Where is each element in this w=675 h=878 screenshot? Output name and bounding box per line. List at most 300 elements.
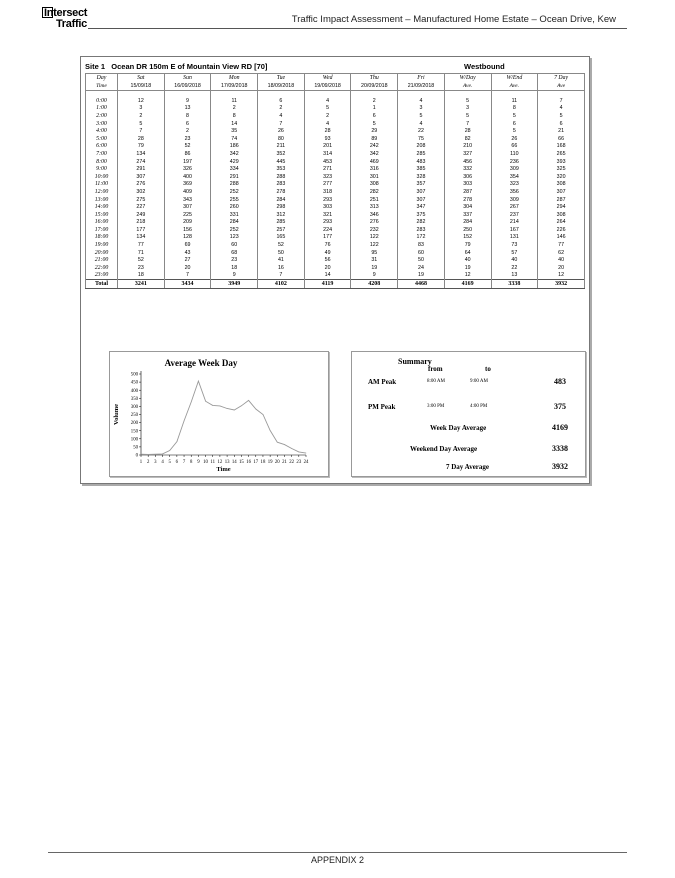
volume-cell: 456 [444,158,491,166]
total-cell: 3932 [538,280,585,289]
time-cell: 9:00 [86,166,118,174]
direction-label: Westbound [464,62,505,71]
volume-cell: 197 [164,158,211,166]
volume-cell: 80 [258,135,305,143]
volume-cell: 26 [491,135,538,143]
volume-cell: 79 [444,242,491,250]
x-tick-label: 1 [139,460,143,465]
x-tick-label: 21 [282,460,287,465]
volume-cell: 249 [118,211,165,219]
volume-cell: 86 [164,151,211,159]
volume-cell: 71 [118,249,165,257]
table-row [86,113,585,121]
volume-cell: 6 [258,98,305,106]
volume-cell: 265 [538,151,585,159]
logo-line1: Intersect [44,7,88,19]
volume-cell: 128 [164,234,211,242]
volume-cell: 224 [304,227,351,235]
data-point [169,450,170,451]
volume-cell: 28 [304,128,351,136]
volume-cell: 146 [538,234,585,242]
table-row [86,257,585,265]
volume-cell: 156 [164,227,211,235]
seven-day-average-value: 3932 [552,462,568,471]
volume-cell: 409 [164,189,211,197]
volume-cell: 274 [118,158,165,166]
date-header-cell: Ave. [491,82,538,91]
volume-cell: 4 [304,120,351,128]
volume-cell: 226 [538,227,585,235]
time-cell: 5:00 [86,135,118,143]
table-row [86,196,585,204]
volume-cell: 284 [258,196,305,204]
volume-cell: 5 [444,98,491,106]
volume-cell: 308 [538,211,585,219]
volume-cell: 5 [444,113,491,121]
x-tick-label: 8 [190,460,193,465]
volume-cell: 89 [351,135,398,143]
table-row [86,98,585,106]
chart-title: Average Week Day [164,358,238,368]
spacer-cell [351,91,398,98]
time-cell: 12:00 [86,189,118,197]
volume-cell: 9 [211,272,258,280]
spacer-cell [491,91,538,98]
volume-cell: 18 [211,265,258,273]
volume-cell: 134 [118,234,165,242]
volume-cell: 168 [538,143,585,151]
volume-cell: 74 [211,135,258,143]
x-tick-label: 13 [224,460,230,465]
volume-cell: 52 [258,242,305,250]
spacer-cell [398,91,445,98]
volume-cell: 22 [491,265,538,273]
data-point [148,454,149,455]
table-row [86,173,585,181]
volume-cell: 252 [211,227,258,235]
table-row [86,166,585,174]
volume-cell: 6 [491,120,538,128]
x-tick-label: 2 [146,460,150,465]
day-header-cell: Sun [164,74,211,83]
volume-cell: 75 [398,135,445,143]
x-tick-label: 7 [182,460,186,465]
table-row [86,181,585,189]
volume-cell: 186 [211,143,258,151]
table-row [86,234,585,242]
volume-cell: 354 [491,173,538,181]
volume-cell: 326 [164,166,211,174]
volume-cell: 22 [398,128,445,136]
time-cell: 18:00 [86,234,118,242]
day-header-cell: Fri [398,74,445,83]
day-header-cell: W/Day [444,74,491,83]
volume-cell: 346 [351,211,398,219]
day-header-cell: Day [86,74,118,83]
volume-cell: 227 [118,204,165,212]
volume-cell: 307 [398,189,445,197]
date-header-cell: 21/09/2018 [398,82,445,91]
seven-day-average-label: 7 Day Average [446,463,490,471]
pm-peak-label: PM Peak [368,403,396,411]
volume-cell: 5 [538,113,585,121]
y-tick-label: 0 [135,453,138,459]
volume-cell: 8 [211,113,258,121]
volume-cell: 16 [258,265,305,273]
volume-cell: 325 [538,166,585,174]
volume-cell: 49 [304,249,351,257]
day-header-cell: Tue [258,74,305,83]
volume-cell: 251 [351,196,398,204]
volume-cell: 165 [258,234,305,242]
data-point [298,452,299,453]
volume-cell: 177 [304,234,351,242]
volume-cell: 8 [491,105,538,113]
volume-cell: 18 [118,272,165,280]
table-row [86,211,585,219]
data-point [177,441,178,442]
logo-line2: Traffic [56,18,87,30]
volume-cell: 308 [538,181,585,189]
volume-cell: 277 [304,181,351,189]
volume-cell: 122 [351,234,398,242]
table-row [86,143,585,151]
volume-cell: 332 [444,166,491,174]
time-cell: 23:00 [86,272,118,280]
total-cell: 4468 [398,280,445,289]
volume-cell: 293 [304,196,351,204]
volume-cell: 334 [211,166,258,174]
volume-cell: 7 [258,120,305,128]
volume-cell: 393 [538,158,585,166]
volume-cell: 278 [258,189,305,197]
volume-cell: 342 [351,151,398,159]
spacer-cell [118,91,165,98]
volume-cell: 303 [444,181,491,189]
y-tick-label: 500 [130,372,138,378]
spacer-row [86,91,585,98]
data-point [227,408,228,409]
time-cell: 19:00 [86,242,118,250]
day-header-cell: Thu [351,74,398,83]
volume-cell: 250 [444,227,491,235]
x-tick-label: 24 [303,460,309,465]
date-header-cell: Time [86,82,118,91]
volume-cell: 131 [491,234,538,242]
volume-cell: 302 [118,189,165,197]
date-header-cell: 16/09/2018 [164,82,211,91]
volume-cell: 23 [118,265,165,273]
time-cell: 2:00 [86,113,118,121]
volume-cell: 308 [351,181,398,189]
am-peak-label: AM Peak [368,378,397,386]
x-tick-label: 6 [175,460,179,465]
day-header-cell: 7 Day [538,74,585,83]
volume-cell: 14 [304,272,351,280]
volume-cell: 28 [444,128,491,136]
volume-cell: 9 [351,272,398,280]
volume-cell: 5 [491,113,538,121]
data-point [234,410,235,411]
spacer-cell [538,91,585,98]
time-cell: 20:00 [86,249,118,257]
volume-cell: 95 [351,249,398,257]
volume-cell: 4 [258,113,305,121]
volume-cell: 41 [258,257,305,265]
volume-cell: 210 [444,143,491,151]
volume-cell: 201 [304,143,351,151]
x-tick-label: 11 [210,460,216,465]
volume-cell: 19 [398,272,445,280]
y-axis-title: Volume [113,403,120,426]
series-line [141,381,306,454]
table-row [86,204,585,212]
volume-cell: 5 [351,120,398,128]
volume-cell: 122 [351,242,398,250]
volume-cell: 11 [211,98,258,106]
volume-cell: 2 [258,105,305,113]
table-row [86,135,585,143]
volume-cell: 68 [211,249,258,257]
volume-cell: 342 [211,151,258,159]
volume-cell: 13 [164,105,211,113]
volume-cell: 167 [491,227,538,235]
time-cell: 8:00 [86,158,118,166]
data-point [263,414,264,415]
footer-rule [48,852,627,853]
date-header-cell: 15/09/18 [118,82,165,91]
volume-cell: 3 [444,105,491,113]
volume-cell: 352 [258,151,305,159]
volume-cell: 282 [398,219,445,227]
weekend-day-average-label: Weekend Day Average [410,445,478,453]
data-point [270,430,271,431]
total-cell: Total [86,280,118,289]
table-row [86,120,585,128]
weekend-day-average-value: 3338 [552,444,568,453]
volume-cell: 40 [491,257,538,265]
time-cell: 6:00 [86,143,118,151]
x-axis-title: Time [216,466,231,473]
volume-cell: 400 [164,173,211,181]
volume-cell: 4 [398,120,445,128]
volume-cell: 76 [304,242,351,250]
volume-cell: 5 [398,113,445,121]
volume-cell: 385 [398,166,445,174]
volume-cell: 445 [258,158,305,166]
volume-cell: 2 [118,113,165,121]
x-tick-label: 22 [289,460,295,465]
summary-panel [351,351,586,477]
site-label: Site 1 [85,62,106,71]
volume-cell: 218 [118,219,165,227]
table-row [86,219,585,227]
volume-cell: 26 [258,128,305,136]
volume-cell: 353 [258,166,305,174]
volume-cell: 23 [211,257,258,265]
data-point [291,448,292,449]
volume-cell: 20 [538,265,585,273]
am-peak-from: 8:00 AM [427,379,445,384]
volume-cell: 321 [304,211,351,219]
volume-cell: 309 [491,166,538,174]
chart-svg [110,352,330,478]
table-row [86,265,585,273]
volume-cell: 2 [304,113,351,121]
volume-cell: 283 [398,227,445,235]
volume-cell: 260 [211,204,258,212]
volume-cell: 264 [538,219,585,227]
data-point [212,405,213,406]
volume-cell: 327 [444,151,491,159]
volume-cell: 320 [538,173,585,181]
time-cell: 4:00 [86,128,118,136]
table-row [86,227,585,235]
volume-cell: 469 [351,158,398,166]
date-header-cell: 19/09/2018 [304,82,351,91]
volume-cell: 347 [398,204,445,212]
total-row [86,280,585,289]
volume-cell: 20 [304,265,351,273]
header-rule [88,28,627,29]
data-point [205,401,206,402]
y-tick-label: 150 [130,429,138,435]
time-cell: 21:00 [86,257,118,265]
volume-cell: 275 [118,196,165,204]
volume-cell: 79 [118,143,165,151]
volume-cell: 5 [491,128,538,136]
volume-cell: 40 [444,257,491,265]
volume-cell: 288 [258,173,305,181]
volume-cell: 83 [398,242,445,250]
day-header-cell: Mon [211,74,258,83]
document-title: Traffic Impact Assessment – Manufactured Home Estate – Ocean Drive, Kew [291,14,616,25]
data-point [155,454,156,455]
volume-cell: 29 [351,128,398,136]
volume-cell: 343 [164,196,211,204]
volume-cell: 7 [444,120,491,128]
volume-cell: 8 [164,113,211,121]
volume-cell: 276 [351,219,398,227]
volume-cell: 6 [351,113,398,121]
data-point [191,402,192,403]
volume-cell: 236 [491,158,538,166]
summary-from-label: from [428,365,443,373]
volume-cell: 375 [398,211,445,219]
y-tick-label: 200 [130,421,138,427]
time-cell: 0:00 [86,98,118,106]
volume-cell: 357 [398,181,445,189]
time-cell: 7:00 [86,151,118,159]
volume-cell: 242 [351,143,398,151]
volume-cell: 177 [118,227,165,235]
spacer-cell [86,91,118,98]
volume-cell: 60 [211,242,258,250]
x-tick-label: 14 [231,460,237,465]
volume-cell: 2 [211,105,258,113]
time-cell: 17:00 [86,227,118,235]
total-cell: 3949 [211,280,258,289]
volume-cell: 337 [444,211,491,219]
table-row [86,158,585,166]
volume-cell: 62 [538,249,585,257]
volume-cell: 328 [398,173,445,181]
volume-cell: 11 [491,98,538,106]
volume-cell: 331 [211,211,258,219]
date-header-row [86,82,585,91]
x-tick-label: 15 [239,460,244,465]
date-header-cell: Ave [538,82,585,91]
date-header-cell: 20/09/2018 [351,82,398,91]
total-cell: 3434 [164,280,211,289]
pm-peak-to: 4:00 PM [470,404,488,409]
time-cell: 15:00 [86,211,118,219]
y-tick-label: 350 [130,396,138,402]
time-cell: 1:00 [86,105,118,113]
volume-cell: 314 [304,151,351,159]
volume-cell: 369 [164,181,211,189]
spacer-cell [304,91,351,98]
x-tick-label: 18 [260,460,266,465]
volume-cell: 57 [491,249,538,257]
volume-cell: 282 [351,189,398,197]
data-point [162,454,163,455]
volume-cell: 2 [164,128,211,136]
volume-cell: 285 [258,219,305,227]
volume-cell: 4 [304,98,351,106]
average-week-day-chart [109,351,329,477]
volume-cell: 483 [398,158,445,166]
y-tick-label: 400 [130,388,138,394]
volume-cell: 40 [538,257,585,265]
volume-cell: 429 [211,158,258,166]
volume-cell: 82 [444,135,491,143]
volume-cell: 20 [164,265,211,273]
volume-cell: 284 [211,219,258,227]
volume-cell: 13 [491,272,538,280]
time-cell: 22:00 [86,265,118,273]
volume-cell: 9 [164,98,211,106]
data-point [141,454,142,455]
hourly-volume-table [85,73,585,289]
volume-cell: 293 [304,219,351,227]
table-row [86,128,585,136]
volume-cell: 50 [398,257,445,265]
volume-cell: 318 [304,189,351,197]
volume-cell: 313 [351,204,398,212]
volume-cell: 257 [258,227,305,235]
x-tick-label: 3 [154,460,157,465]
volume-cell: 7 [118,128,165,136]
volume-cell: 21 [538,128,585,136]
volume-cell: 306 [444,173,491,181]
x-tick-label: 19 [267,460,273,465]
day-header-cell: W/End [491,74,538,83]
time-cell: 13:00 [86,196,118,204]
volume-cell: 312 [258,211,305,219]
data-point [198,381,199,382]
pm-peak-from: 3:00 PM [427,404,445,409]
volume-cell: 214 [491,219,538,227]
week-day-average-value: 4169 [552,423,568,432]
site-description: Ocean DR 150m E of Mountain View RD [70] [111,62,268,71]
table-row [86,151,585,159]
volume-cell: 453 [304,158,351,166]
volume-cell: 278 [444,196,491,204]
volume-cell: 307 [118,173,165,181]
x-tick-label: 17 [253,460,259,465]
volume-cell: 110 [491,151,538,159]
